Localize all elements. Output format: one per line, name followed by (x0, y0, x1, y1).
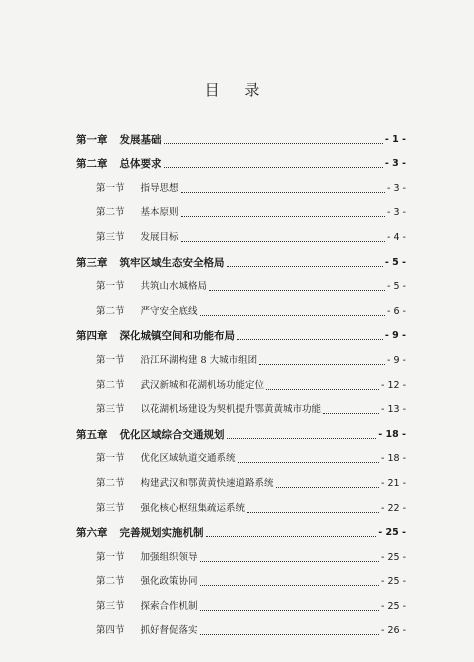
dot-leader (206, 535, 377, 537)
entry-page-number: - 21 - (381, 477, 406, 489)
entry-title: 以花湖机场建设为契机提升鄂黄黄城市功能 (140, 404, 322, 416)
dot-leader (200, 633, 379, 635)
entry-page-number: - 4 - (387, 231, 406, 243)
entry-number: 第二节 (96, 305, 125, 317)
entry-page-number: - 6 - (387, 305, 406, 317)
entry-page-number: - 22 - (381, 502, 406, 514)
toc-section-entry (76, 588, 406, 613)
dot-leader (276, 486, 379, 488)
toc-section-entry (76, 465, 406, 490)
entry-number: 第二章 (76, 158, 108, 171)
entry-page-number: - 26 - (381, 625, 406, 637)
entry-page-number: - 1 - (384, 133, 406, 145)
toc-section-entry (76, 269, 406, 294)
toc-chapter-entry (76, 121, 406, 146)
dot-leader (164, 142, 383, 144)
dot-leader (200, 560, 379, 562)
dot-leader (209, 289, 385, 291)
entry-title: 优化区域轨道交通系统 (140, 453, 236, 465)
page-title: 目 录 (204, 81, 270, 99)
toc-section-entry (76, 293, 406, 318)
entry-title: 发展基础 (119, 133, 162, 146)
entry-page-number: - 25 - (381, 551, 406, 563)
entry-title: 总体要求 (119, 158, 162, 171)
entry-number: 第一节 (96, 453, 125, 465)
entry-title: 基本原则 (140, 207, 179, 219)
entry-title: 严守安全底线 (140, 305, 198, 317)
entry-title: 武汉新城和花湖机场功能定位 (140, 379, 265, 391)
entry-number: 第二节 (96, 207, 125, 219)
entry-page-number: - 9 - (384, 330, 406, 342)
toc-section-entry (76, 195, 406, 220)
entry-page-number: - 18 - (378, 428, 406, 440)
dot-leader (266, 388, 379, 390)
dot-leader (181, 240, 386, 242)
entry-number: 第六章 (76, 527, 108, 540)
entry-number: 第五章 (76, 428, 108, 441)
entry-page-number: - 5 - (384, 256, 406, 268)
dot-leader (227, 265, 383, 267)
entry-number: 第四节 (96, 625, 125, 637)
toc-section-entry (76, 219, 406, 244)
dot-leader (247, 511, 379, 513)
toc-chapter-entry (76, 244, 406, 269)
toc-section-entry (76, 441, 406, 466)
toc-section-entry (76, 564, 406, 589)
entry-title: 抓好督促落实 (140, 625, 198, 637)
entry-number: 第四章 (76, 330, 108, 343)
toc-chapter-entry (76, 515, 406, 540)
entry-title: 探索合作机制 (140, 600, 198, 612)
entry-number: 第二节 (96, 576, 125, 588)
entry-number: 第一节 (96, 281, 125, 293)
dot-leader (181, 191, 386, 193)
dot-leader (237, 338, 383, 340)
entry-number: 第一节 (96, 182, 125, 194)
entry-title: 沿江环湖构建 8 大城市组团 (140, 354, 258, 366)
entry-number: 第三节 (96, 502, 125, 514)
dot-leader (238, 461, 379, 463)
entry-title: 强化核心枢纽集疏运系统 (140, 502, 246, 514)
entry-page-number: - 3 - (384, 158, 406, 170)
dot-leader (200, 314, 386, 316)
dot-leader (227, 437, 377, 439)
entry-title: 完善规划实施机制 (119, 527, 204, 540)
toc-section-entry (76, 613, 406, 638)
entry-page-number: - 12 - (381, 379, 406, 391)
dot-leader (181, 215, 386, 217)
entry-title: 构建武汉和鄂黄黄快速道路系统 (140, 477, 274, 489)
entry-number: 第三节 (96, 600, 125, 612)
entry-number: 第一节 (96, 354, 125, 366)
toc-chapter-entry (76, 416, 406, 441)
entry-title: 深化城镇空间和功能布局 (119, 330, 235, 343)
entry-page-number: - 5 - (387, 281, 406, 293)
entry-page-number: - 18 - (381, 453, 406, 465)
toc-section-entry (76, 490, 406, 515)
dot-leader (200, 584, 379, 586)
toc-section-entry (76, 170, 406, 195)
toc-section-entry (76, 392, 406, 417)
dot-leader (323, 412, 379, 414)
entry-page-number: - 3 - (387, 182, 406, 194)
entry-number: 第三节 (96, 231, 125, 243)
entry-number: 第一章 (76, 133, 108, 146)
entry-page-number: - 3 - (387, 207, 406, 219)
entry-number: 第二节 (96, 379, 125, 391)
table-of-contents (76, 121, 406, 637)
dot-leader (164, 166, 383, 168)
entry-page-number: - 25 - (378, 527, 406, 539)
entry-number: 第三章 (76, 256, 108, 269)
toc-section-entry (76, 367, 406, 392)
entry-title: 指导思想 (140, 182, 179, 194)
entry-title: 优化区域综合交通规划 (119, 428, 225, 441)
entry-number: 第一节 (96, 551, 125, 563)
toc-section-entry (76, 342, 406, 367)
entry-title: 加强组织领导 (140, 551, 198, 563)
entry-number: 第三节 (96, 404, 125, 416)
entry-number: 第二节 (96, 477, 125, 489)
toc-chapter-entry (76, 146, 406, 171)
entry-title: 筑牢区域生态安全格局 (119, 256, 225, 269)
entry-title: 发展目标 (140, 231, 179, 243)
toc-chapter-entry (76, 318, 406, 343)
entry-page-number: - 9 - (387, 354, 406, 366)
entry-title: 强化政策协同 (140, 576, 198, 588)
entry-page-number: - 25 - (381, 576, 406, 588)
entry-page-number: - 25 - (381, 600, 406, 612)
dot-leader (200, 609, 379, 611)
entry-page-number: - 13 - (381, 404, 406, 416)
entry-title: 共筑山水城格局 (140, 281, 208, 293)
toc-section-entry (76, 539, 406, 564)
dot-leader (259, 363, 385, 365)
